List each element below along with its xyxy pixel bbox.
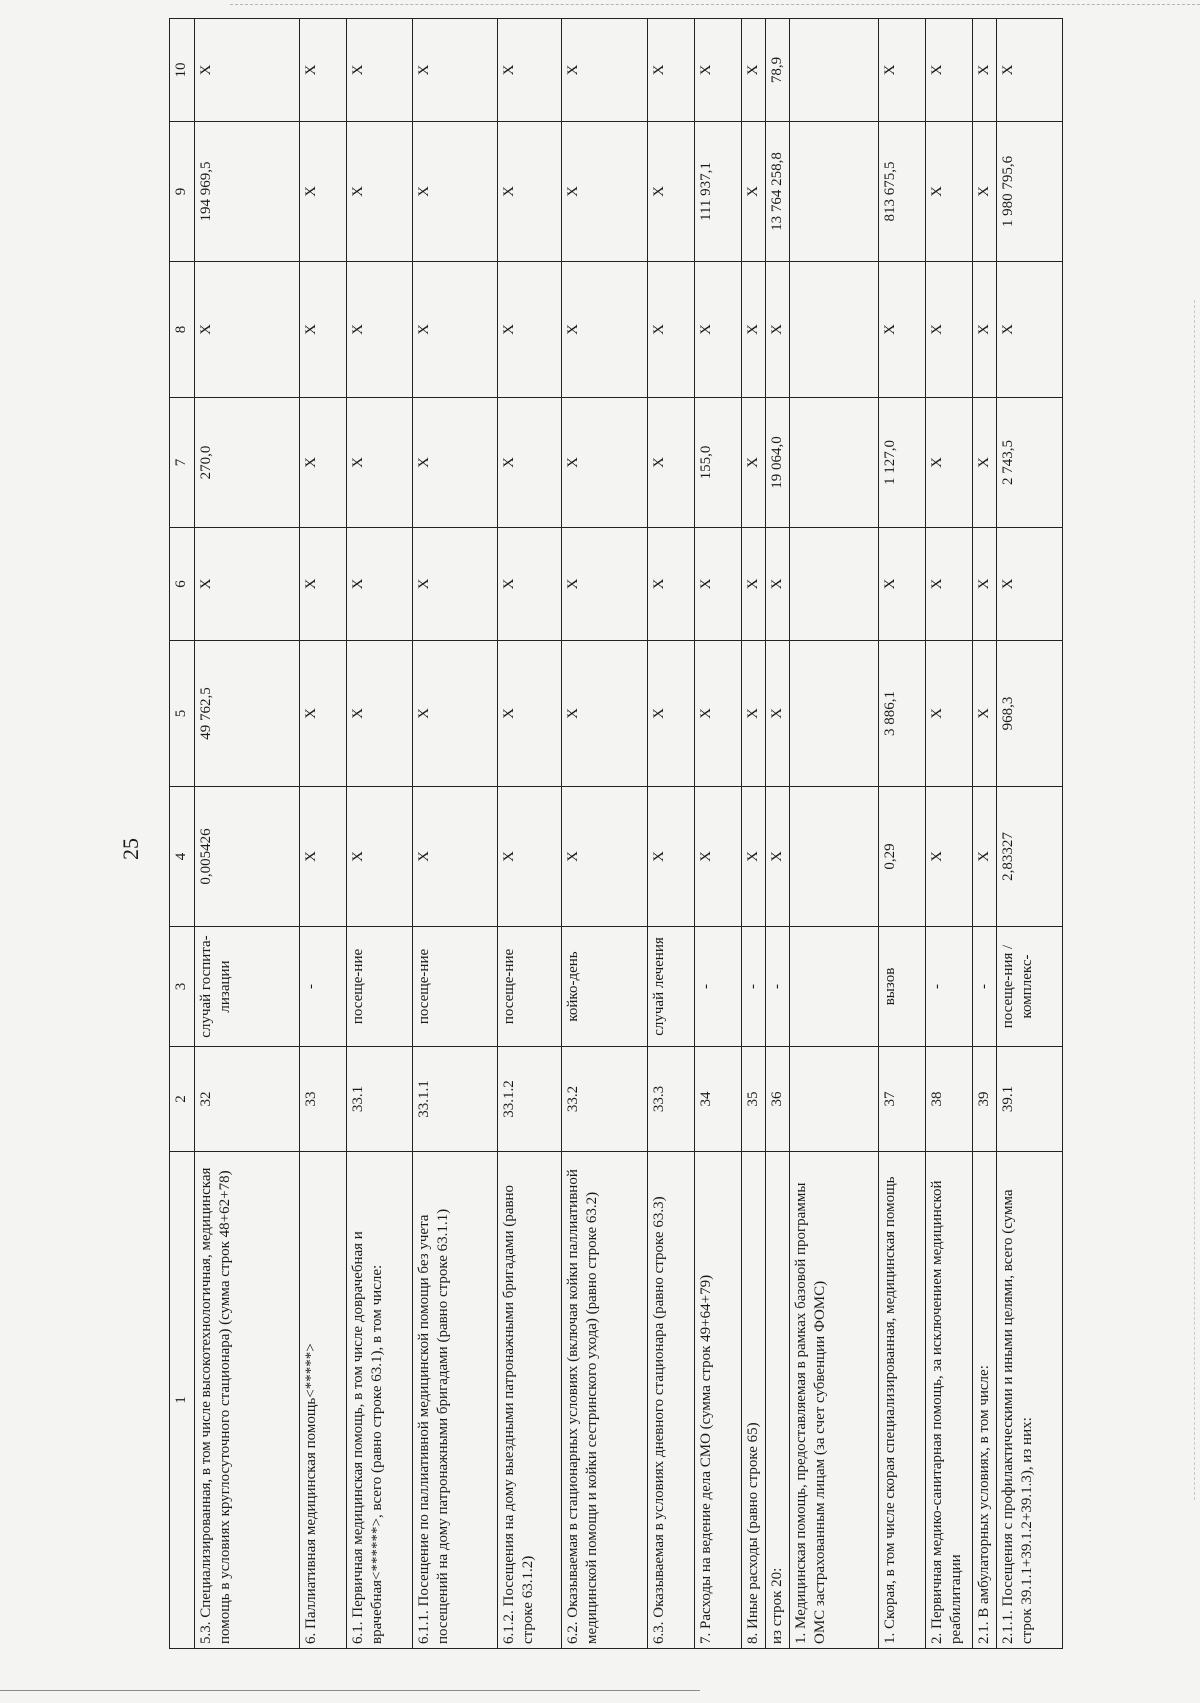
value-cell: 0,005426	[195, 787, 300, 927]
line-number-cell: 36	[766, 1047, 790, 1152]
value-cell: X	[347, 787, 413, 927]
value-cell: 0,29	[879, 787, 926, 927]
value-cell: X	[562, 528, 648, 641]
row-name-cell: 5.3. Специализированная, в том числе высокотехнологичная, медицинская помощь в условиях круглосуточного стационара) (сумма строк 48+62+78)	[195, 1152, 300, 1649]
table-row	[300, 19, 347, 1649]
row-name-cell: 8. Иные расходы (равно строке 65)	[742, 1152, 766, 1649]
value-cell: X	[648, 19, 695, 122]
value-cell: X	[562, 787, 648, 927]
value-cell: X	[498, 122, 562, 262]
value-cell: X	[742, 528, 766, 641]
value-cell: 968,3	[997, 641, 1063, 787]
line-number-cell: 33.1.1	[413, 1047, 498, 1152]
unit-cell: случай госпита-лизации	[195, 927, 300, 1047]
scan-edge-right	[1194, 300, 1195, 1500]
unit-cell: -	[742, 927, 766, 1047]
value-cell: X	[973, 262, 997, 398]
value-cell: X	[742, 122, 766, 262]
value-cell: X	[695, 262, 742, 398]
value-cell: 270,0	[195, 398, 300, 528]
table-row	[926, 19, 973, 1649]
unit-cell: посеще-ние	[498, 927, 562, 1047]
value-cell: X	[300, 528, 347, 641]
value-cell: 49 762,5	[195, 641, 300, 787]
value-cell: X	[300, 787, 347, 927]
value-cell: X	[648, 122, 695, 262]
scan-edge-top	[230, 4, 1200, 5]
line-number-cell: 33.2	[562, 1047, 648, 1152]
unit-cell: посеще-ние	[347, 927, 413, 1047]
column-header-9: 9	[170, 122, 195, 262]
row-name-cell: 1. Скорая, в том числе скорая специализированная, медицинская помощь	[879, 1152, 926, 1649]
unit-cell: -	[766, 927, 790, 1047]
unit-cell	[790, 927, 879, 1047]
unit-cell: посеще-ния / комплекс-	[997, 927, 1063, 1047]
value-cell: X	[926, 528, 973, 641]
table-row	[742, 19, 766, 1649]
value-cell: X	[562, 19, 648, 122]
value-cell: X	[766, 528, 790, 641]
unit-cell: посеще-ние	[413, 927, 498, 1047]
value-cell: X	[195, 262, 300, 398]
value-cell: X	[926, 122, 973, 262]
value-cell	[790, 528, 879, 641]
value-cell	[790, 641, 879, 787]
value-cell: 19 064,0	[766, 398, 790, 528]
column-header-2: 2	[170, 1047, 195, 1152]
value-cell: X	[926, 262, 973, 398]
value-cell: 194 969,5	[195, 122, 300, 262]
unit-cell: -	[695, 927, 742, 1047]
value-cell: X	[879, 262, 926, 398]
value-cell	[790, 398, 879, 528]
value-cell: X	[300, 122, 347, 262]
value-cell: X	[766, 641, 790, 787]
value-cell: 1 127,0	[879, 398, 926, 528]
unit-cell: -	[926, 927, 973, 1047]
value-cell: X	[498, 787, 562, 927]
value-cell: X	[347, 398, 413, 528]
value-cell	[790, 122, 879, 262]
value-cell: X	[766, 262, 790, 398]
unit-cell: койко-день	[562, 927, 648, 1047]
unit-cell: вызов	[879, 927, 926, 1047]
table-row	[413, 19, 498, 1649]
value-cell: X	[695, 528, 742, 641]
data-table	[169, 18, 1063, 1649]
value-cell: X	[498, 262, 562, 398]
table-row	[790, 19, 879, 1649]
value-cell: X	[997, 262, 1063, 398]
value-cell: X	[695, 787, 742, 927]
row-name-cell: 7. Расходы на ведение дела СМО (сумма строк 49+64+79)	[695, 1152, 742, 1649]
unit-cell: -	[300, 927, 347, 1047]
value-cell: X	[347, 262, 413, 398]
value-cell	[790, 787, 879, 927]
line-number-cell: 33.1	[347, 1047, 413, 1152]
value-cell: 13 764 258,8	[766, 122, 790, 262]
value-cell: X	[347, 641, 413, 787]
row-name-cell: 6.3. Оказываемая в условиях дневного стационара (равно строке 63.3)	[648, 1152, 695, 1649]
row-name-cell: 6.1.2. Посещения на дому выездными патронажными бригадами (равно строке 63.1.2)	[498, 1152, 562, 1649]
value-cell	[790, 262, 879, 398]
value-cell: X	[973, 528, 997, 641]
value-cell: X	[997, 528, 1063, 641]
value-cell: X	[413, 528, 498, 641]
line-number-cell: 35	[742, 1047, 766, 1152]
line-number-cell: 39	[973, 1047, 997, 1152]
value-cell: X	[413, 398, 498, 528]
line-number-cell: 33.1.2	[498, 1047, 562, 1152]
value-cell: X	[195, 528, 300, 641]
value-cell: X	[413, 122, 498, 262]
column-header-4: 4	[170, 787, 195, 927]
value-cell: X	[742, 641, 766, 787]
value-cell: X	[742, 19, 766, 122]
value-cell: 1 980 795,6	[997, 122, 1063, 262]
value-cell: X	[498, 398, 562, 528]
line-number-cell	[790, 1047, 879, 1152]
line-number-cell: 37	[879, 1047, 926, 1152]
value-cell: 155,0	[695, 398, 742, 528]
value-cell: X	[926, 641, 973, 787]
table-row	[648, 19, 695, 1649]
unit-cell: случай лечения	[648, 927, 695, 1047]
row-name-cell: 6.1. Первичная медицинская помощь, в том числе доврачебная и врачебная<******>, всего (равно строке 63.1), в том числе:	[347, 1152, 413, 1649]
column-header-6: 6	[170, 528, 195, 641]
value-cell: X	[347, 122, 413, 262]
value-cell: X	[562, 398, 648, 528]
value-cell: X	[413, 19, 498, 122]
value-cell: X	[498, 528, 562, 641]
value-cell: X	[300, 641, 347, 787]
column-header-5: 5	[170, 641, 195, 787]
column-header-1: 1	[170, 1152, 195, 1649]
scan-edge-bottom	[0, 1690, 700, 1691]
row-name-cell: 6.2. Оказываемая в стационарных условиях (включая койки паллиативной медицинской помощи и койки сестринского ухода) (равно строке 63.2)	[562, 1152, 648, 1649]
line-number-cell: 32	[195, 1047, 300, 1152]
line-number-cell: 33.3	[648, 1047, 695, 1152]
value-cell: 2 743,5	[997, 398, 1063, 528]
value-cell: 813 675,5	[879, 122, 926, 262]
value-cell: X	[973, 122, 997, 262]
table-row	[879, 19, 926, 1649]
table-row	[195, 19, 300, 1649]
row-name-cell: из строк 20:	[766, 1152, 790, 1649]
value-cell: X	[997, 19, 1063, 122]
value-cell: X	[562, 641, 648, 787]
value-cell: X	[562, 262, 648, 398]
value-cell: X	[648, 787, 695, 927]
value-cell: X	[413, 787, 498, 927]
row-name-cell: 6.1.1. Посещение по паллиативной медицинской помощи без учета посещений на дому патронажными бригадами (равно строке 63.1.1)	[413, 1152, 498, 1649]
value-cell: X	[695, 641, 742, 787]
value-cell: X	[695, 19, 742, 122]
row-name-cell: 2.1.1. Посещения с профилактическими и иными целями, всего (сумма строк 39.1.1+39.1.2+39.1.3), из них:	[997, 1152, 1063, 1649]
value-cell: X	[879, 19, 926, 122]
value-cell: X	[742, 787, 766, 927]
value-cell: X	[973, 398, 997, 528]
unit-cell: -	[973, 927, 997, 1047]
value-cell: 111 937,1	[695, 122, 742, 262]
line-number-cell: 34	[695, 1047, 742, 1152]
row-name-cell: 6. Паллиативная медицинская помощь<*****>	[300, 1152, 347, 1649]
value-cell: X	[742, 262, 766, 398]
table-row	[498, 19, 562, 1649]
value-cell: X	[347, 528, 413, 641]
value-cell: 78,9	[766, 19, 790, 122]
value-cell: X	[926, 787, 973, 927]
value-cell: X	[413, 262, 498, 398]
column-header-7: 7	[170, 398, 195, 528]
table-row	[562, 19, 648, 1649]
value-cell: X	[347, 19, 413, 122]
value-cell: X	[300, 398, 347, 528]
column-header-3: 3	[170, 927, 195, 1047]
row-name-cell: 2.1. В амбулаторных условиях, в том числе:	[973, 1152, 997, 1649]
value-cell: X	[926, 19, 973, 122]
value-cell: X	[766, 787, 790, 927]
value-cell: 3 886,1	[879, 641, 926, 787]
value-cell: X	[742, 398, 766, 528]
line-number-cell: 39.1	[997, 1047, 1063, 1152]
value-cell: X	[973, 641, 997, 787]
table-header-row	[170, 19, 195, 1649]
row-name-cell: 1. Медицинская помощь, предоставляемая в рамках базовой программы ОМС застрахованным лицам (за счет субвенции ФОМС)	[790, 1152, 879, 1649]
table-row	[347, 19, 413, 1649]
value-cell: X	[300, 19, 347, 122]
table-row	[695, 19, 742, 1649]
value-cell	[790, 19, 879, 122]
value-cell: X	[648, 528, 695, 641]
rotated-table-container	[169, 19, 1084, 1649]
table-row	[766, 19, 790, 1649]
table-row	[973, 19, 997, 1649]
table-row	[997, 19, 1063, 1649]
value-cell: X	[648, 262, 695, 398]
page-number: 25	[118, 838, 143, 860]
value-cell: X	[413, 641, 498, 787]
line-number-cell: 33	[300, 1047, 347, 1152]
value-cell: X	[648, 641, 695, 787]
column-header-8: 8	[170, 262, 195, 398]
column-header-10: 10	[170, 19, 195, 122]
value-cell: X	[973, 19, 997, 122]
value-cell: X	[562, 122, 648, 262]
value-cell: X	[498, 19, 562, 122]
value-cell: X	[195, 19, 300, 122]
row-name-cell: 2. Первичная медико-санитарная помощь, за исключением медицинской реабилитации	[926, 1152, 973, 1649]
value-cell: X	[648, 398, 695, 528]
value-cell: 2,83327	[997, 787, 1063, 927]
value-cell: X	[926, 398, 973, 528]
value-cell: X	[300, 262, 347, 398]
value-cell: X	[879, 528, 926, 641]
line-number-cell: 38	[926, 1047, 973, 1152]
value-cell: X	[973, 787, 997, 927]
value-cell: X	[498, 641, 562, 787]
